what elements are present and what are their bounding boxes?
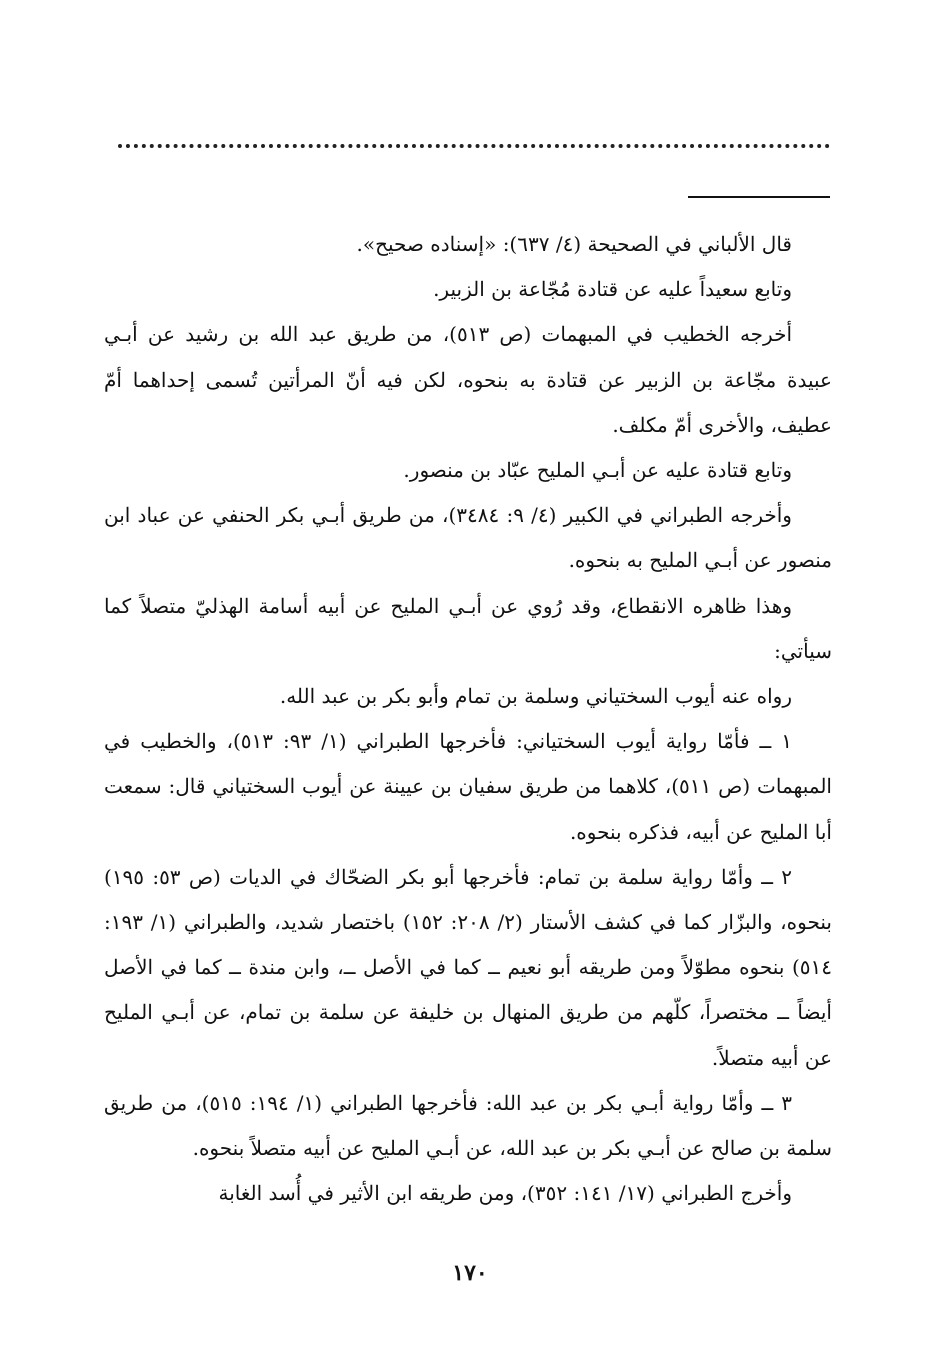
paragraph-7: رواه عنه أيوب السختياني وسلمة بن تمام وأبو بكر بن عبد الله. [279,684,792,709]
paragraph-5: وأخرجه الطبراني في الكبير (٤/ ٩: ٣٤٨٤)، من طريق أبـي بكر الحنفي عن عباد ابن منصور عن أبـي المليح به بنحوه. [104,503,832,573]
paragraph-8: ١ ــ فأمّا رواية أيوب السختياني: فأخرجها الطبراني (١/ ٩٣: ٥١٣)، والخطيب في المبهمات (ص ٥١١)، كلاهما من طريق سفيان بن عيينة عن أيوب السختياني قال: سمعت أبا المليح عن أبيه، فذكره بنحوه. [104,729,832,844]
paragraph-2: وتابع سعيداً عليه عن قتادة مُجّاعة بن الزبير. [433,277,792,302]
paragraph-10: ٣ ــ وأمّا رواية أبـي بكر بن عبد الله: فأخرجها الطبراني (١/ ١٩٤: ٥١٥)، من طريق سلمة بن صالح عن أبـي بكر بن عبد الله، عن أبـي المليح عن أبيه متصلاً بنحوه. [104,1090,832,1161]
header-dotted-rule [118,144,830,148]
paragraph-6: وهذا ظاهره الانقطاع، وقد رُوي عن أبـي المليح عن أبيه أسامة الهذليّ متصلاً كما سيأتي: [104,593,832,663]
paragraph-3: أخرجه الخطيب في المبهمات (ص ٥١٣)، من طريق عبد الله بن رشيد عن أبـي عبيدة مجّاعة بن الزبير عن قتادة به بنحوه، لكن فيه أنّ المرأتين تُسمى إحداهما أمّ عطيف، والأخرى أمّ مكلف. [104,322,832,437]
paragraph-11: وأخرج الطبراني (١٧/ ١٤١: ٣٥٢)، ومن طريقه ابن الأثير في أُسد الغابة [218,1181,792,1206]
footnote-separator [688,196,830,198]
paragraph-9: ٢ ــ وأمّا رواية سلمة بن تمام: فأخرجها أبو بكر الضحّاك في الديات (ص ٥٣: ١٩٥) بنحوه، والبزّار كما في كشف الأستار (٢/ ٢٠٨: ١٥٢) باختصار شديد، والطبراني (١/ ١٩٣: ٥١٤) بنحوه مطوّلاً ومن طريقه أبو نعيم ــ كما في الأصل ــ، وابن مندة ــ كما في الأصل أيضاً ــ مختصراً، كلّهم من طريق المنهال بن خليفة عن سلمة بن تمام، عن أبـي المليح عن أبيه متصلاً. [104,864,832,1070]
paragraph-1: قال الألباني في الصحيحة (٤/ ٦٣٧): «إسناده صحيح». [356,232,792,256]
page-number: ١٧٠ [452,1260,488,1286]
paragraph-4: وتابع قتادة عليه عن أبـي المليح عبّاد بن منصور. [403,458,792,483]
footnote-text [104,222,832,1216]
